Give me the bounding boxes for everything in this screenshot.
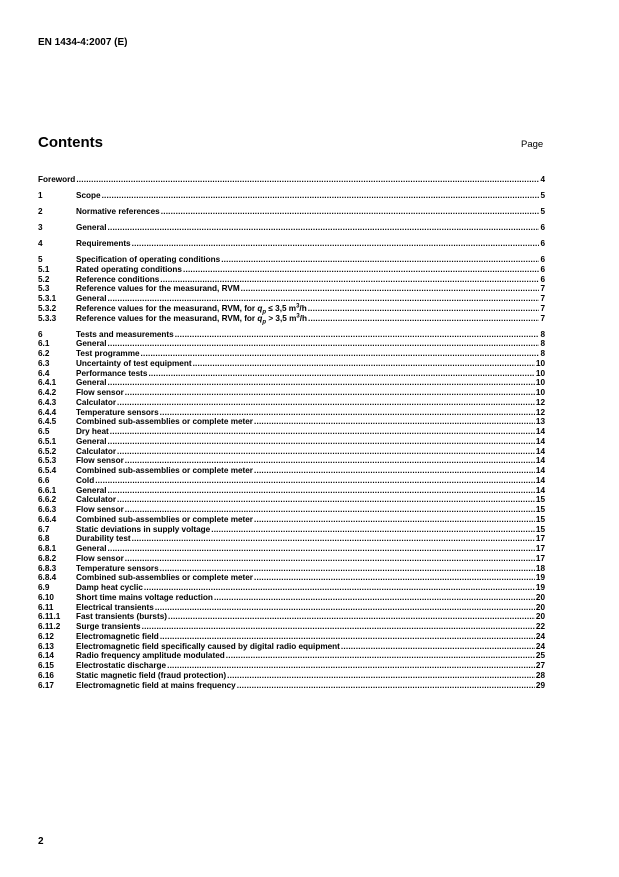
toc-entry-page: 24 — [535, 631, 545, 641]
toc-entry-page: 14 — [535, 456, 545, 466]
toc-entry[interactable] — [38, 534, 545, 544]
toc-entry-number: 6.5.4 — [38, 466, 57, 475]
toc-entry-title: Combined sub-assemblies or complete meter — [76, 466, 253, 475]
toc-entry-number: 6.11.1 — [38, 612, 61, 622]
toc-entry[interactable] — [38, 544, 545, 554]
toc-entry-page: 25 — [535, 651, 545, 661]
toc-entry[interactable] — [38, 603, 545, 613]
toc-entry[interactable] — [38, 593, 545, 603]
toc-entry[interactable] — [38, 476, 545, 486]
toc-entry-page: 18 — [535, 563, 545, 573]
toc-entry[interactable] — [38, 265, 545, 275]
toc-entry-foreword[interactable] — [38, 175, 545, 185]
toc-entry-page: 8 — [540, 329, 545, 339]
toc-entry-title: General — [76, 544, 107, 553]
toc-entry-page: 12 — [535, 407, 545, 417]
toc-entry-page: 17 — [535, 553, 545, 563]
toc-entry[interactable] — [38, 447, 545, 457]
toc-entry[interactable] — [38, 661, 545, 671]
toc-entry-title: Durability test — [76, 534, 131, 544]
toc-entry-page: 6 — [540, 264, 545, 274]
toc-entry-page: 22 — [535, 622, 545, 631]
toc-entry-number: 5.2 — [38, 274, 50, 284]
toc-entry-title: Static deviations in supply voltage — [76, 524, 211, 534]
toc-entry-number: 6.6.4 — [38, 514, 57, 524]
toc-entry-title: Requirements — [76, 239, 131, 248]
page-number: 2 — [38, 836, 44, 847]
toc-entry[interactable] — [38, 515, 545, 525]
toc-entry-title: Electrical transients — [76, 602, 154, 612]
toc-entry-page: 6 — [540, 274, 545, 284]
toc-entry-title: Static magnetic field (fraud protection) — [76, 670, 227, 680]
toc-entry-title: Foreword — [38, 175, 76, 184]
toc-entry-number: 6.13 — [38, 641, 54, 651]
toc-entry[interactable] — [38, 486, 545, 496]
toc-entry-page: 7 — [540, 284, 545, 294]
toc-entry-number: 6.11.2 — [38, 622, 61, 631]
toc-entry[interactable] — [38, 378, 545, 388]
toc-entry-page: 10 — [535, 378, 545, 388]
toc-entry[interactable] — [38, 275, 545, 285]
toc-entry-page: 10 — [535, 368, 545, 378]
table-of-contents — [38, 175, 545, 690]
toc-entry-page: 5 — [540, 191, 545, 200]
toc-entry-title: Calculator — [76, 397, 117, 407]
toc-entry[interactable] — [38, 671, 545, 681]
toc-entry-title: Calculator — [76, 446, 117, 456]
toc-entry-number: 6.17 — [38, 680, 54, 690]
toc-entry[interactable] — [38, 314, 545, 324]
toc-entry-number: 6.12 — [38, 631, 54, 641]
toc-entry[interactable] — [38, 349, 545, 359]
toc-entry-page: 29 — [535, 680, 545, 690]
toc-entry-number: 6.8.2 — [38, 553, 57, 563]
toc-entry[interactable] — [38, 427, 545, 437]
toc-entry-page: 4 — [540, 175, 545, 184]
toc-entry-title: Specification of operating conditions — [76, 255, 221, 264]
toc-entry-title: Electrostatic discharge — [76, 661, 167, 670]
toc-entry-page: 14 — [535, 485, 545, 495]
toc-entry-number: 3 — [38, 223, 43, 232]
toc-entry[interactable] — [38, 408, 545, 418]
toc-entry-title: Combined sub-assemblies or complete meter — [76, 573, 253, 583]
toc-entry[interactable] — [38, 369, 545, 379]
toc-entry-page: 15 — [535, 505, 545, 514]
toc-entry-title: Short time mains voltage reduction — [76, 592, 213, 602]
toc-entry-number: 6.16 — [38, 670, 54, 680]
toc-entry-title: General — [76, 223, 107, 232]
toc-entry-number: 5.1 — [38, 264, 50, 274]
toc-entry-number: 6.8.3 — [38, 563, 57, 573]
toc-entry[interactable] — [38, 294, 545, 304]
toc-entry-number: 6.3 — [38, 358, 50, 368]
toc-entry[interactable] — [38, 330, 545, 340]
toc-entry-title: Flow sensor — [76, 505, 124, 514]
toc-entry-page: 15 — [535, 524, 545, 534]
toc-entry-title: Scope — [76, 191, 101, 200]
toc-entry-number: 6.5.1 — [38, 436, 57, 446]
toc-entry-page: 24 — [535, 641, 545, 651]
toc-entry-number: 6.5 — [38, 427, 50, 436]
toc-entry-number: 6.6.1 — [38, 485, 57, 495]
toc-entry-number: 6.6.3 — [38, 505, 57, 514]
toc-entry[interactable] — [38, 207, 545, 217]
toc-entry[interactable] — [38, 339, 545, 349]
toc-entry-title: Flow sensor — [76, 456, 124, 466]
toc-entry-page: 7 — [540, 313, 545, 323]
toc-entry-number: 6.7 — [38, 524, 50, 534]
toc-entry[interactable] — [38, 388, 545, 398]
toc-entry-page: 17 — [535, 534, 545, 544]
toc-entry[interactable] — [38, 456, 545, 466]
toc-entry-page: 19 — [535, 573, 545, 583]
toc-entry-title: General — [76, 436, 107, 446]
toc-entry-number: 6.5.2 — [38, 446, 57, 456]
toc-entry[interactable] — [38, 239, 545, 249]
toc-entry-title: Damp heat cyclic — [76, 583, 143, 592]
toc-entry-number: 6.4.3 — [38, 397, 57, 407]
toc-entry-title: Normative references — [76, 207, 160, 216]
toc-entry-page: 14 — [535, 475, 545, 485]
toc-entry-title: Temperature sensors — [76, 563, 159, 573]
toc-entry-title: General — [76, 294, 107, 303]
toc-entry-title: Flow sensor — [76, 553, 124, 563]
toc-entry-page: 7 — [540, 294, 545, 303]
toc-entry-page: 10 — [535, 358, 545, 368]
toc-entry[interactable] — [38, 642, 545, 652]
toc-entry[interactable] — [38, 505, 545, 515]
toc-entry-number: 6.9 — [38, 583, 50, 592]
toc-entry-number: 6.5.3 — [38, 456, 57, 466]
toc-entry-page: 27 — [535, 661, 545, 670]
page-column-label: Page — [521, 139, 544, 150]
toc-entry[interactable] — [38, 304, 545, 314]
toc-entry-title: Flow sensor — [76, 388, 124, 397]
toc-entry-number: 6.11 — [38, 602, 54, 612]
toc-entry-number: 6.8 — [38, 534, 50, 544]
toc-entry[interactable] — [38, 554, 545, 564]
toc-entry-page: 13 — [535, 417, 545, 427]
toc-entry-number: 6.8.1 — [38, 544, 57, 553]
toc-entry[interactable] — [38, 398, 545, 408]
toc-entry-page: 6 — [540, 239, 545, 248]
toc-entry-number: 6.15 — [38, 661, 54, 670]
toc-entry-page: 6 — [540, 255, 545, 264]
toc-entry-page: 7 — [540, 303, 545, 313]
toc-entry-title: Reference values for the measurand, RVM, for $q_p \le 3,5$ $m^3/h$ — [76, 303, 307, 316]
toc-entry-title: Temperature sensors — [76, 407, 159, 417]
toc-entry-title: Tests and measurements — [76, 329, 174, 339]
toc-entry-page: 6 — [540, 223, 545, 232]
toc-entry-page: 8 — [540, 349, 545, 358]
toc-entry-page: 15 — [535, 495, 545, 505]
toc-entry-title: Reference values for the measurand, RVM — [76, 284, 240, 294]
toc-entry-title: Reference conditions — [76, 274, 160, 284]
toc-entry-title: General — [76, 485, 107, 495]
toc-entry-page: 17 — [535, 544, 545, 553]
toc-entry-title: Calculator — [76, 495, 117, 505]
toc-entry-number: 6.14 — [38, 651, 54, 661]
toc-entry-number: 6.4.4 — [38, 407, 57, 417]
toc-entry[interactable] — [38, 191, 545, 201]
toc-entry-title: Rated operating conditions — [76, 264, 182, 274]
toc-entry-title: General — [76, 378, 107, 388]
toc-entry-title: Electromagnetic field at mains frequency — [76, 680, 236, 690]
toc-entry[interactable] — [38, 466, 545, 476]
toc-entry-title: General — [76, 339, 107, 349]
toc-entry-page: 14 — [535, 466, 545, 475]
toc-entry-number: 6.4.1 — [38, 378, 57, 388]
toc-entry-page: 20 — [535, 612, 545, 622]
toc-entry-page: 14 — [535, 427, 545, 436]
toc-entry[interactable] — [38, 223, 545, 233]
toc-entry-page: 28 — [535, 670, 545, 680]
toc-entry-page: 14 — [535, 436, 545, 446]
toc-entry[interactable] — [38, 359, 545, 369]
toc-entry-title: Surge transients — [76, 622, 141, 631]
toc-entry-number: 6.6.2 — [38, 495, 57, 505]
toc-entry-title: Uncertainty of test equipment — [76, 358, 192, 368]
toc-entry[interactable] — [38, 284, 545, 294]
toc-entry[interactable] — [38, 622, 545, 632]
toc-entry-number: 1 — [38, 191, 43, 200]
toc-entry-number: 6.6 — [38, 475, 50, 485]
toc-entry-number: 6 — [38, 329, 43, 339]
toc-entry-number: 6.4.5 — [38, 417, 57, 427]
toc-entry-page: 20 — [535, 602, 545, 612]
toc-entry-page: 8 — [540, 339, 545, 349]
toc-entry-page: 10 — [535, 388, 545, 397]
toc-entry-number: 6.4 — [38, 368, 50, 378]
toc-entry-number: 6.4.2 — [38, 388, 57, 397]
toc-entry[interactable] — [38, 255, 545, 265]
toc-entry[interactable] — [38, 583, 545, 593]
toc-entry-number: 6.1 — [38, 339, 50, 349]
toc-title: Contents — [38, 134, 103, 151]
toc-entry-page: 5 — [540, 207, 545, 216]
toc-entry-page: 20 — [535, 592, 545, 602]
toc-entry-title: Performance tests — [76, 368, 148, 378]
toc-entry-number: 5.3 — [38, 284, 50, 294]
toc-entry-number: 6.10 — [38, 592, 54, 602]
toc-entry-title: Radio frequency amplitude modulated — [76, 651, 225, 661]
toc-entry-number: 6.8.4 — [38, 573, 57, 583]
toc-entry[interactable] — [38, 573, 545, 583]
toc-entry-title: Cold — [76, 475, 95, 485]
toc-entry-number: 5.3.1 — [38, 294, 57, 303]
toc-entry-page: 14 — [535, 446, 545, 456]
toc-entry[interactable] — [38, 495, 545, 505]
toc-entry[interactable] — [38, 612, 545, 622]
toc-entry-number: 5.3.2 — [38, 303, 57, 313]
toc-entry-title: Combined sub-assemblies or complete meter — [76, 417, 253, 427]
toc-entry-number: 6.2 — [38, 349, 50, 358]
toc-entry[interactable] — [38, 651, 545, 661]
toc-entry-title: Test programme — [76, 349, 140, 358]
toc-entry[interactable] — [38, 525, 545, 535]
toc-entry-title: Electromagnetic field — [76, 631, 159, 641]
toc-entry-number: 4 — [38, 239, 43, 248]
toc-entry-number: 2 — [38, 207, 43, 216]
toc-entry-title: Reference values for the measurand, RVM, for $q_p > 3,5$ $m^3/h$ — [76, 312, 307, 326]
toc-entry-title: Dry heat — [76, 427, 109, 436]
toc-entry[interactable] — [38, 632, 545, 642]
toc-entry-title: Electromagnetic field specifically caused by digital radio equipment — [76, 641, 340, 651]
toc-entry[interactable] — [38, 417, 545, 427]
toc-entry[interactable] — [38, 564, 545, 574]
toc-entry-page: 19 — [535, 583, 545, 592]
toc-entry-number: 5.3.3 — [38, 313, 57, 323]
toc-entry[interactable] — [38, 437, 545, 447]
document-id: EN 1434-4:2007 (E) — [38, 37, 128, 48]
toc-entry-number: 5 — [38, 255, 43, 264]
toc-entry[interactable] — [38, 681, 545, 691]
toc-entry-page: 15 — [535, 514, 545, 524]
toc-entry-title: Combined sub-assemblies or complete meter — [76, 514, 253, 524]
toc-entry-title: Fast transients (bursts) — [76, 612, 167, 622]
toc-entry-page: 12 — [535, 397, 545, 407]
